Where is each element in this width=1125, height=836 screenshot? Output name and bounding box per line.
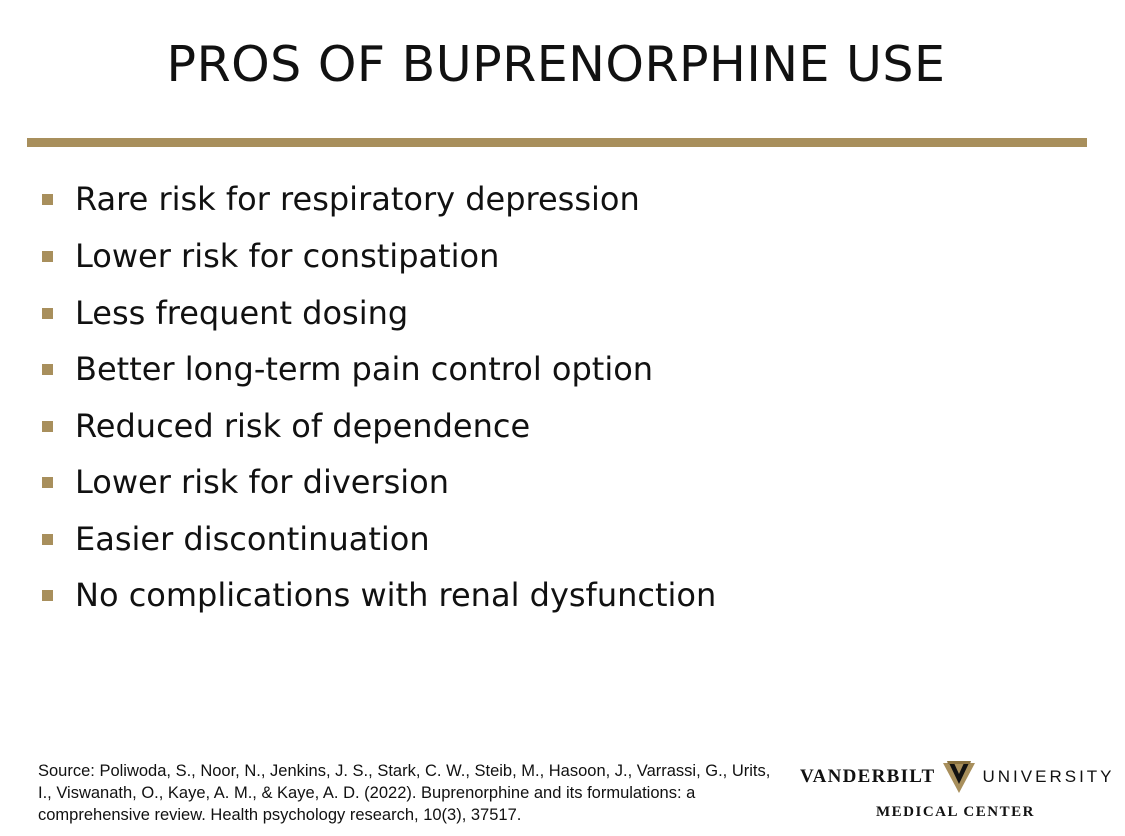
bullet-square-icon	[42, 534, 53, 545]
bullet-text: Rare risk for respiratory depression	[75, 180, 640, 218]
source-citation: Source: Poliwoda, S., Noor, N., Jenkins, J. S., Stark, C. W., Steib, M., Hasoon, J., Varrassi, G., Urits, I., Viswanath, O., Kaye, A. M., & Kaye, A. D. (2022). Buprenorphine and its formulations: a comprehensive review. Health psychology research, 10(3), 37517.	[38, 762, 771, 824]
bullet-text: No complications with renal dysfunction	[75, 576, 717, 614]
bullet-square-icon	[42, 477, 53, 488]
bullet-text: Lower risk for constipation	[75, 237, 500, 275]
bullet-text: Easier discontinuation	[75, 520, 430, 558]
bullet-item	[42, 179, 640, 219]
bullet-item	[42, 575, 716, 615]
logo-wordmark	[800, 760, 1115, 794]
bullet-text: Less frequent dosing	[75, 294, 409, 332]
bullet-item	[42, 406, 530, 446]
bullet-item	[42, 293, 408, 333]
bullet-item	[42, 519, 430, 559]
logo-word-vanderbilt: VANDERBILT	[800, 766, 936, 787]
bullet-square-icon	[42, 251, 53, 262]
bullet-square-icon	[42, 364, 53, 375]
vanderbilt-logo	[800, 760, 1120, 830]
bullet-item	[42, 462, 449, 502]
title-divider	[27, 138, 1087, 147]
bullet-item	[42, 349, 653, 389]
logo-medical-center: MEDICAL CENTER	[876, 804, 1035, 820]
bullet-square-icon	[42, 421, 53, 432]
vanderbilt-v-oak-leaf-icon	[942, 760, 976, 794]
bullet-text: Reduced risk of dependence	[75, 407, 531, 445]
bullet-text: Better long-term pain control option	[75, 350, 654, 388]
bullet-square-icon	[42, 308, 53, 319]
bullet-square-icon	[42, 194, 53, 205]
slide-title: PROS OF BUPRENORPHINE USE	[166, 36, 946, 93]
bullet-square-icon	[42, 590, 53, 601]
logo-word-university: UNIVERSITY	[982, 767, 1115, 786]
bullet-text: Lower risk for diversion	[75, 463, 450, 501]
bullet-item	[42, 236, 499, 276]
